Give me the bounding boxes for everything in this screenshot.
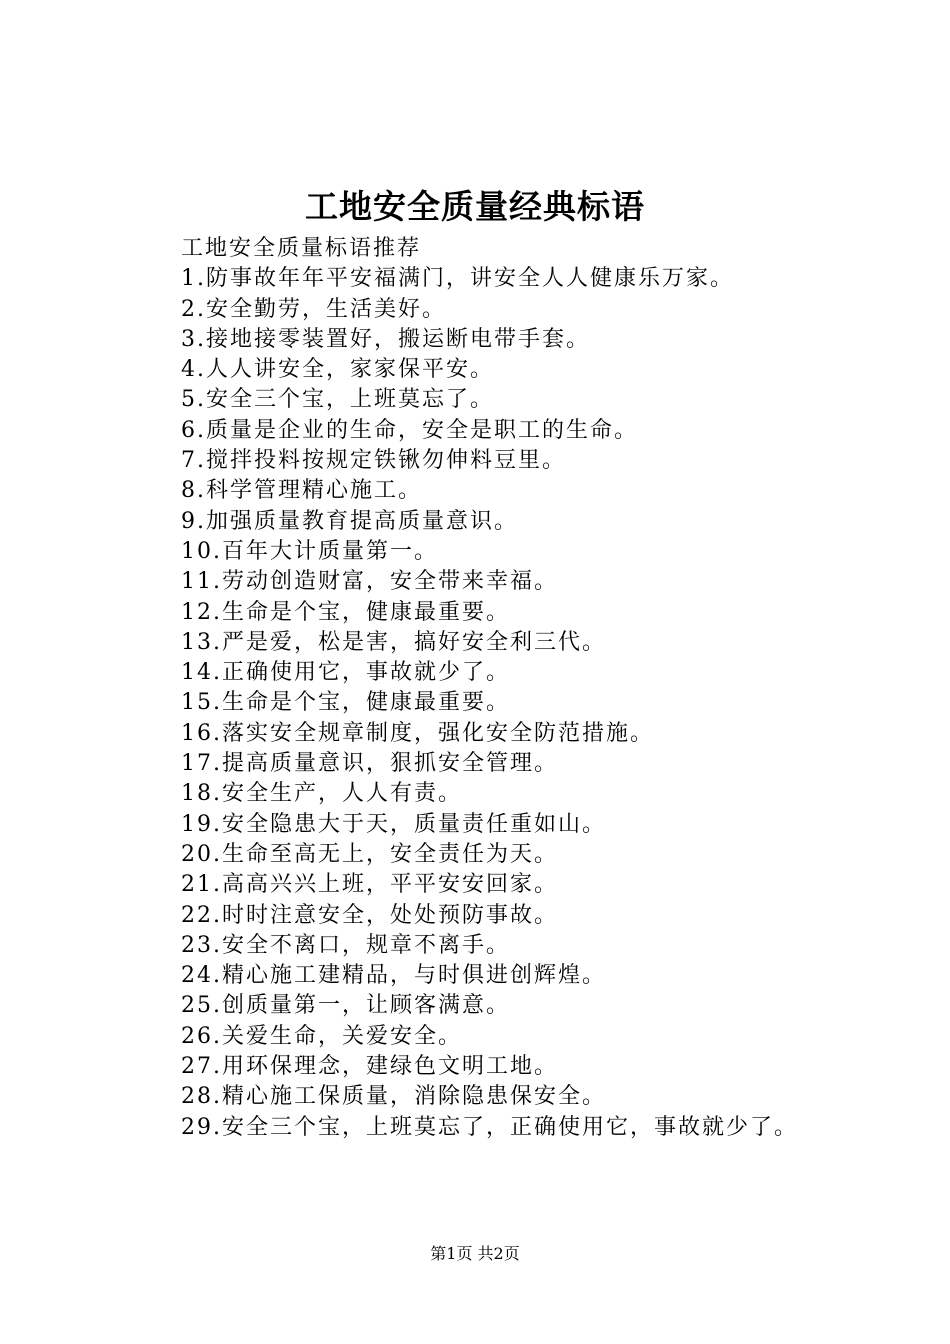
slogan-item: 12.生命是个宝，健康最重要。: [181, 599, 510, 625]
slogan-item: 3.接地接零装置好，搬运断电带手套。: [181, 326, 590, 352]
page-footer: 第1页 共2页: [430, 1244, 520, 1263]
slogan-item: 9.加强质量教育提高质量意识。: [181, 508, 518, 534]
document-body: [181, 234, 881, 1143]
slogan-item: 2.安全勤劳，生活美好。: [181, 296, 446, 322]
slogan-item: 15.生命是个宝，健康最重要。: [181, 690, 510, 716]
slogan-item: 19.安全隐患大于天，质量责任重如山。: [181, 811, 606, 837]
slogan-item: 28.精心施工保质量，消除隐患保安全。: [181, 1084, 606, 1110]
slogan-item: 5.安全三个宝，上班莫忘了。: [181, 387, 494, 413]
slogan-item: 25.创质量第一，让顾客满意。: [181, 993, 510, 1019]
slogan-item: 29.安全三个宝，上班莫忘了，正确使用它，事故就少了。: [181, 1114, 798, 1140]
slogan-item: 8.科学管理精心施工。: [181, 478, 422, 504]
slogan-item: 6.质量是企业的生命，安全是职工的生命。: [181, 417, 638, 443]
slogan-item: 7.搅拌投料按规定铁锹勿伸料豆里。: [181, 448, 566, 474]
slogan-item: 17.提高质量意识，狠抓安全管理。: [181, 751, 558, 777]
slogan-item: 27.用环保理念，建绿色文明工地。: [181, 1054, 558, 1080]
slogan-item: 11.劳动创造财富，安全带来幸福。: [181, 569, 558, 595]
slogan-item: 18.安全生产，人人有责。: [181, 781, 462, 807]
slogan-item: 13.严是爱，松是害，搞好安全利三代。: [181, 629, 606, 655]
slogan-item: 26.关爱生命，关爱安全。: [181, 1023, 462, 1049]
slogan-item: 22.时时注意安全，处处预防事故。: [181, 902, 558, 928]
slogan-item: 23.安全不离口，规章不离手。: [181, 932, 510, 958]
slogan-item: 1.防事故年年平安福满门，讲安全人人健康乐万家。: [181, 266, 734, 292]
slogan-item: 14.正确使用它，事故就少了。: [181, 660, 510, 686]
document-title: 工地安全质量经典标语: [305, 187, 645, 226]
slogan-item: 21.高高兴兴上班，平平安安回家。: [181, 872, 558, 898]
slogan-item: 16.落实安全规章制度，强化安全防范措施。: [181, 720, 654, 746]
slogan-item: 24.精心施工建精品，与时俱进创辉煌。: [181, 963, 606, 989]
slogan-item: 20.生命至高无上，安全责任为天。: [181, 841, 558, 867]
section-heading: 工地安全质量标语推荐: [181, 236, 422, 261]
slogan-item: 10.百年大计质量第一。: [181, 538, 438, 564]
slogan-item: 4.人人讲安全，家家保平安。: [181, 357, 494, 383]
